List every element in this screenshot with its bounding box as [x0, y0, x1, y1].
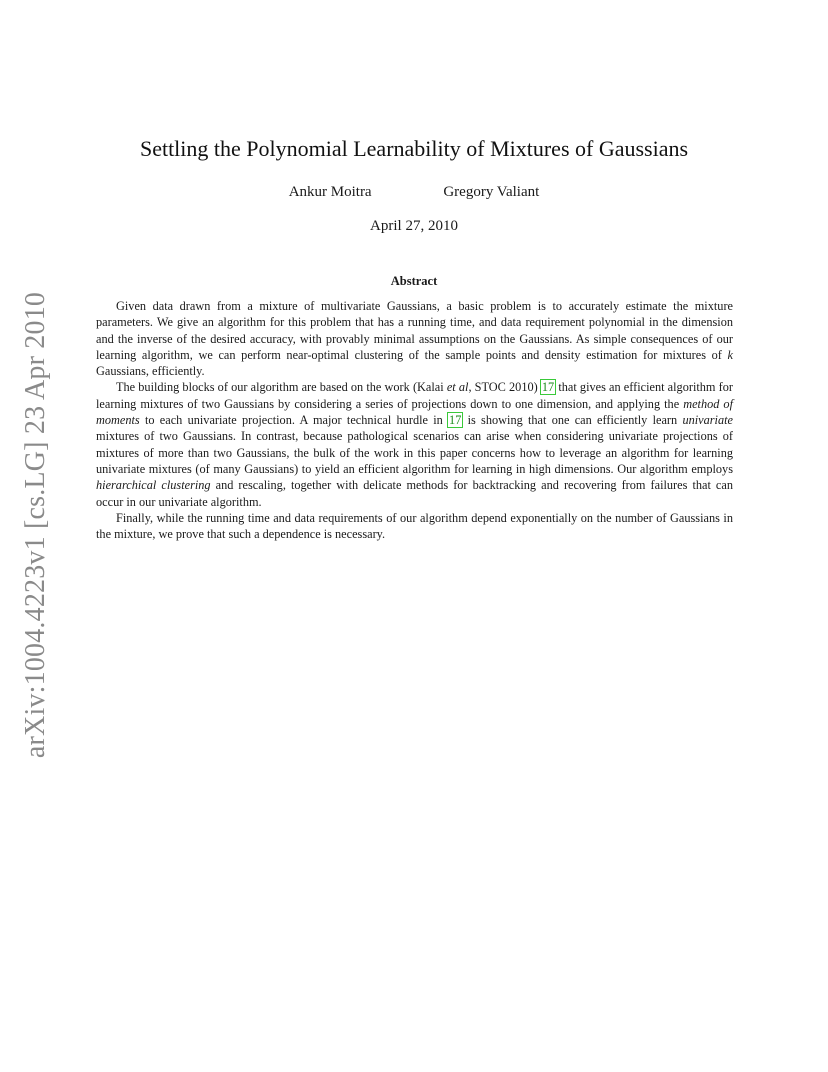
- citation-link[interactable]: 17: [541, 380, 555, 395]
- paragraph-text: that gives an efficient algorithm for learning mixtures of two Gaussians by considering a series of projections down to one dimension, and applying the: [96, 380, 733, 411]
- emphasis-text: et al: [446, 380, 469, 395]
- author-name: Gregory Valiant: [443, 184, 540, 200]
- paragraph-text: The building blocks of our algorithm are based on the work (Kalai: [116, 380, 447, 395]
- author-list: [0, 184, 828, 201]
- paragraph-text: and rescaling, together with delicate methods for backtracking and recovering from failures that can occur in our univariate algorithm.: [96, 478, 733, 509]
- abstract-paragraph: Finally, while the running time and data requirements of our algorithm depend exponentially on the number of Gaussians in the mixture, we prove that such a dependence is necessary.: [96, 510, 733, 542]
- paragraph-text: Gaussians, efficiently.: [96, 364, 205, 379]
- abstract-heading: Abstract: [390, 274, 438, 288]
- paper-title: Settling the Polynomial Learnability of Mixtures of Gaussians: [139, 136, 689, 161]
- paper-date: April 27, 2010: [370, 218, 458, 234]
- paragraph-text: Given data drawn from a mixture of multivariate Gaussians, a basic problem is to accurately estimate the mixture parameters. We give an algorithm for this problem that has a running time, and data requirement polynomial in the dimension and the inverse of the desired accuracy, with provably minimal assumptions on the Gaussians. As simple consequences of our learning algorithm, we can perform near-optimal clustering of the sample points and density estimation for mixtures of: [96, 299, 733, 362]
- emphasis-text: method of moments: [96, 396, 733, 428]
- paragraph-text: to each univariate projection. A major technical hurdle in: [139, 413, 449, 428]
- abstract-body: [96, 298, 733, 542]
- paragraph-text: , STOC 2010): [468, 380, 541, 395]
- arxiv-identifier-stamp: arXiv:1004.4223v1 [cs.LG] 23 Apr 2010: [20, 291, 51, 759]
- abstract-paragraph: [96, 298, 733, 379]
- emphasis-text: hierarchical clustering: [96, 478, 211, 493]
- paragraph-text: mixtures of two Gaussians. In contrast, because pathological scenarios can arise when considering univariate projections of mixtures of more than two Gaussians, the bulk of the work in this paper concerns how to leverage an algorithm for learning univariate mixtures (of many Gaussians) to yield an efficient algorithm for learning in high dimensions. Our algorithm employs: [96, 429, 733, 476]
- emphasis-text: univariate: [682, 413, 733, 428]
- author-name: Ankur Moitra: [288, 184, 372, 200]
- math-variable: k: [727, 347, 733, 362]
- paragraph-text: is showing that one can efficiently learn: [462, 413, 683, 428]
- citation-link[interactable]: 17: [449, 413, 462, 428]
- abstract-paragraph: [96, 379, 733, 509]
